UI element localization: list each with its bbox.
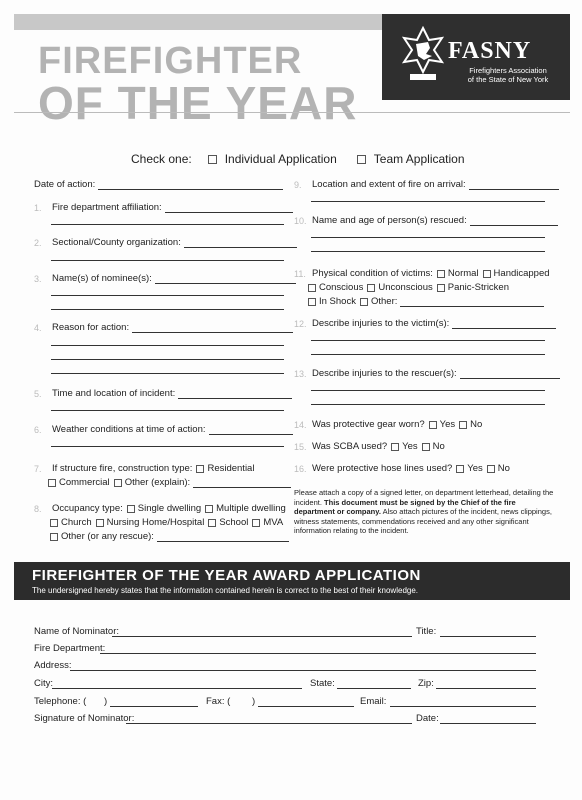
q6-number: 6.: [34, 425, 42, 435]
q12-row: [294, 318, 556, 329]
nominator-name-label: Name of Nominator:: [34, 626, 120, 637]
q6-field[interactable]: [209, 426, 293, 435]
q14-yes-label: Yes: [439, 419, 456, 430]
q1-number: 1.: [34, 203, 42, 213]
q11-other-option: [360, 296, 397, 307]
zip-label: Zip:: [418, 678, 434, 689]
q11-normal-checkbox[interactable]: [437, 270, 445, 278]
telephone-paren: ): [104, 696, 108, 707]
q11-panic-label: Panic-Stricken: [447, 282, 509, 293]
q8-other-field[interactable]: [157, 533, 289, 542]
fax-field[interactable]: [258, 706, 354, 707]
date-field[interactable]: [440, 723, 536, 724]
q2-field[interactable]: [184, 239, 297, 248]
individual-label: Individual Application: [224, 152, 337, 166]
title-label: Title:: [416, 626, 437, 637]
q5-field[interactable]: [178, 390, 292, 399]
q11-unconscious-checkbox[interactable]: [367, 284, 375, 292]
q11-normal-label: Normal: [447, 268, 479, 279]
q11-row: [294, 268, 550, 279]
q15-no-checkbox[interactable]: [422, 443, 430, 451]
q8-row-2: [50, 517, 283, 528]
q13-field-line-3[interactable]: [311, 404, 545, 405]
q8-nursing-option: [96, 517, 205, 528]
q10-label: Name and age of person(s) rescued:: [312, 215, 467, 226]
q14-no-checkbox[interactable]: [459, 421, 467, 429]
q10-row: [294, 215, 558, 226]
q11-shock-checkbox[interactable]: [308, 298, 316, 306]
q16-yes-checkbox[interactable]: [456, 465, 464, 473]
q8-multiple-option: [205, 503, 286, 514]
address-field[interactable]: [70, 670, 536, 671]
q1-label: Fire department affiliation:: [52, 202, 162, 213]
q8-other-option: [50, 531, 154, 542]
q11-handicapped-option: [483, 268, 550, 279]
signature-label: Signature of Nominator:: [34, 713, 135, 724]
q16-label: Were protective hose lines used?: [312, 463, 453, 474]
q4-field[interactable]: [132, 324, 293, 333]
q8-other-label: Other (or any rescue):: [61, 531, 154, 542]
q6-label: Weather conditions at time of action:: [52, 424, 206, 435]
q11-label: Physical condition of victims:: [312, 268, 433, 279]
award-application-banner: [14, 562, 570, 600]
city-field[interactable]: [52, 688, 302, 689]
q7-other-checkbox[interactable]: [114, 479, 122, 487]
q8-row: [34, 503, 286, 514]
q5-label: Time and location of incident:: [52, 388, 176, 399]
q16-yes-option: [456, 463, 483, 474]
q11-row-2: [308, 282, 509, 293]
q11-handicapped-checkbox[interactable]: [483, 270, 491, 278]
q9-row: [294, 179, 559, 190]
email-label: Email:: [360, 696, 387, 707]
nominator-name-field[interactable]: [112, 636, 412, 637]
telephone-field[interactable]: [110, 706, 198, 707]
signature-field[interactable]: [126, 723, 412, 724]
q8-number: 8.: [34, 504, 42, 514]
logo-subtitle: [458, 66, 558, 84]
logo-subtitle-line-1: Firefighters Association: [469, 66, 547, 75]
logo-subtitle-line-2: of the State of New York: [467, 75, 549, 84]
q15-yes-option: [391, 441, 418, 452]
q11-panic-option: [437, 282, 509, 293]
q11-shock-option: [308, 296, 356, 307]
q11-conscious-option: [308, 282, 363, 293]
q15-yes-label: Yes: [402, 441, 418, 452]
q11-handicapped-label: Handicapped: [493, 268, 550, 279]
q1-field[interactable]: [165, 204, 293, 213]
q8-single-checkbox[interactable]: [127, 505, 135, 513]
q11-row-3: [308, 296, 544, 307]
note-text-2: Also attach pictures of the incident, news clippings, witness statements, commendations received and any other significant information relating to the incident.: [294, 507, 552, 535]
title-line-1: FIREFIGHTER: [38, 40, 303, 82]
q10-number: 10.: [294, 216, 307, 226]
q7-residential-checkbox[interactable]: [196, 465, 204, 473]
q4-label: Reason for action:: [52, 322, 130, 333]
state-label: State:: [310, 678, 335, 689]
q4-row: [34, 322, 293, 333]
q14-yes-checkbox[interactable]: [429, 421, 437, 429]
q4-number: 4.: [34, 323, 42, 333]
q13-field[interactable]: [460, 370, 560, 379]
q11-normal-option: [437, 268, 479, 279]
q8-mva-label: MVA: [263, 517, 284, 528]
team-checkbox[interactable]: [357, 155, 366, 164]
q4-field-line-3[interactable]: [51, 359, 284, 360]
q11-unconscious-option: [367, 282, 432, 293]
q12-field-line-2[interactable]: [311, 340, 545, 341]
note-text-bold: This document must be signed by the Chief of the fire department or company.: [294, 497, 516, 516]
q13-label: Describe injuries to the rescuer(s):: [312, 368, 457, 379]
q7-commercial-option: [48, 477, 110, 488]
q4-field-line-4[interactable]: [51, 373, 284, 374]
telephone-label: Telephone: (: [34, 696, 87, 707]
q8-mva-option: [252, 517, 283, 528]
title-line-2: OF THE YEAR: [38, 77, 358, 129]
fax-paren: ): [252, 696, 256, 707]
q7-residential-option: [196, 463, 254, 474]
q10-field-line-2[interactable]: [311, 237, 545, 238]
q8-school-label: School: [219, 517, 249, 528]
q15-row: [294, 441, 445, 452]
q13-row: [294, 368, 560, 379]
zip-field[interactable]: [436, 688, 536, 689]
q5-row: [34, 388, 292, 399]
q8-row-3: [50, 531, 289, 542]
q7-commercial-checkbox[interactable]: [48, 479, 56, 487]
q2-row: [34, 237, 297, 248]
q11-unconscious-label: Unconscious: [378, 282, 433, 293]
q13-number: 13.: [294, 369, 307, 379]
maltese-cross-icon: [402, 26, 444, 84]
q2-label: Sectional/County organization:: [52, 237, 181, 248]
q11-other-checkbox[interactable]: [360, 298, 368, 306]
q3-field-line-3[interactable]: [51, 309, 284, 310]
q10-field-line-3[interactable]: [311, 251, 545, 252]
q12-number: 12.: [294, 319, 307, 329]
q15-no-option: [422, 441, 445, 452]
q8-multiple-label: Multiple dwelling: [216, 503, 286, 514]
q16-yes-label: Yes: [467, 463, 483, 474]
q15-label: Was SCBA used?: [312, 441, 388, 452]
q6-row: [34, 424, 293, 435]
q10-field[interactable]: [470, 217, 558, 226]
q4-field-line-2[interactable]: [51, 345, 284, 346]
q2-field-line-2[interactable]: [51, 260, 284, 261]
title-field[interactable]: [440, 636, 536, 637]
q1-field-line-2[interactable]: [51, 224, 284, 225]
logo-wordmark: FASNY: [448, 38, 532, 64]
q8-label: Occupancy type:: [52, 503, 123, 514]
fire-department-field[interactable]: [100, 653, 536, 654]
fax-label: Fax: (: [206, 696, 231, 707]
q5-field-line-2[interactable]: [51, 410, 284, 411]
q8-church-label: Church: [61, 517, 92, 528]
q7-row: [34, 463, 254, 474]
q3-field[interactable]: [155, 275, 296, 284]
q8-nursing-checkbox[interactable]: [96, 519, 104, 527]
q7-other-field[interactable]: [193, 479, 291, 488]
q11-conscious-label: Conscious: [319, 282, 364, 293]
q8-nursing-label: Nursing Home/Hospital: [106, 517, 205, 528]
divider: [14, 112, 570, 113]
q7-commercial-label: Commercial: [59, 477, 110, 488]
banner-subtitle: The undersigned hereby states that the information contained herein is correct to the best of their knowledge.: [32, 586, 419, 595]
q3-row: [34, 273, 296, 284]
q14-row: [294, 419, 482, 430]
q12-field-line-3[interactable]: [311, 354, 545, 355]
q16-no-label: No: [497, 463, 510, 474]
page-title: [38, 40, 358, 129]
team-label: Team Application: [373, 152, 465, 166]
q11-shock-label: In Shock: [319, 296, 356, 307]
fasny-logo: [382, 14, 570, 100]
email-field[interactable]: [390, 706, 536, 707]
q3-field-line-2[interactable]: [51, 295, 284, 296]
q11-other-label: Other:: [370, 296, 398, 307]
address-label: Address:: [34, 660, 72, 671]
q9-field-line-2[interactable]: [311, 201, 545, 202]
q7-label: If structure fire, construction type:: [52, 463, 193, 474]
q9-label: Location and extent of fire on arrival:: [312, 179, 466, 190]
q11-conscious-checkbox[interactable]: [308, 284, 316, 292]
q7-row-2: [48, 477, 291, 488]
q8-mva-checkbox[interactable]: [252, 519, 260, 527]
q11-other-field[interactable]: [400, 298, 544, 307]
individual-checkbox[interactable]: [208, 155, 217, 164]
q8-single-option: [127, 503, 201, 514]
q16-no-option: [487, 463, 510, 474]
date-of-action-row: [34, 179, 283, 190]
application-type: [131, 152, 465, 166]
banner-title: FIREFIGHTER OF THE YEAR AWARD APPLICATION: [32, 567, 421, 584]
q3-label: Name(s) of nominee(s):: [52, 273, 152, 284]
q2-number: 2.: [34, 238, 42, 248]
note-text-1: Please attach a copy of a signed letter, on department letterhead, detailing the incident.: [294, 488, 554, 507]
q12-label: Describe injuries to the victim(s):: [312, 318, 450, 329]
q9-field[interactable]: [469, 181, 559, 190]
q15-yes-checkbox[interactable]: [391, 443, 399, 451]
q14-number: 14.: [294, 420, 307, 430]
state-field[interactable]: [337, 688, 411, 689]
q9-number: 9.: [294, 180, 302, 190]
q16-number: 16.: [294, 464, 307, 474]
q13-field-line-2[interactable]: [311, 390, 545, 391]
q7-other-option: [114, 477, 190, 488]
q14-label: Was protective gear worn?: [312, 419, 425, 430]
q16-row: [294, 463, 510, 474]
q5-number: 5.: [34, 389, 42, 399]
q11-panic-checkbox[interactable]: [437, 284, 445, 292]
date-of-action-field[interactable]: [98, 181, 283, 190]
q8-school-checkbox[interactable]: [208, 519, 216, 527]
q8-church-checkbox[interactable]: [50, 519, 58, 527]
q7-number: 7.: [34, 464, 42, 474]
q6-field-line-2[interactable]: [51, 446, 284, 447]
q8-school-option: [208, 517, 248, 528]
q14-no-option: [459, 419, 482, 430]
q3-number: 3.: [34, 274, 42, 284]
q15-no-label: No: [432, 441, 445, 452]
q14-no-label: No: [470, 419, 483, 430]
q8-other-checkbox[interactable]: [50, 533, 58, 541]
q7-residential-label: Residential: [207, 463, 255, 474]
city-label: City:: [34, 678, 53, 689]
q8-multiple-checkbox[interactable]: [205, 505, 213, 513]
q12-field[interactable]: [452, 320, 556, 329]
date-of-action-label: Date of action:: [34, 179, 96, 190]
q1-row: [34, 202, 293, 213]
check-one-label: Check one:: [131, 152, 192, 166]
q8-church-option: [50, 517, 92, 528]
q15-number: 15.: [294, 442, 307, 452]
q16-no-checkbox[interactable]: [487, 465, 495, 473]
fire-department-label: Fire Department:: [34, 643, 106, 654]
q14-yes-option: [429, 419, 456, 430]
attachment-note: [294, 488, 556, 536]
q8-single-label: Single dwelling: [137, 503, 202, 514]
date-label: Date:: [416, 713, 439, 724]
q7-other-label: Other (explain):: [124, 477, 191, 488]
q11-number: 11.: [294, 269, 306, 279]
